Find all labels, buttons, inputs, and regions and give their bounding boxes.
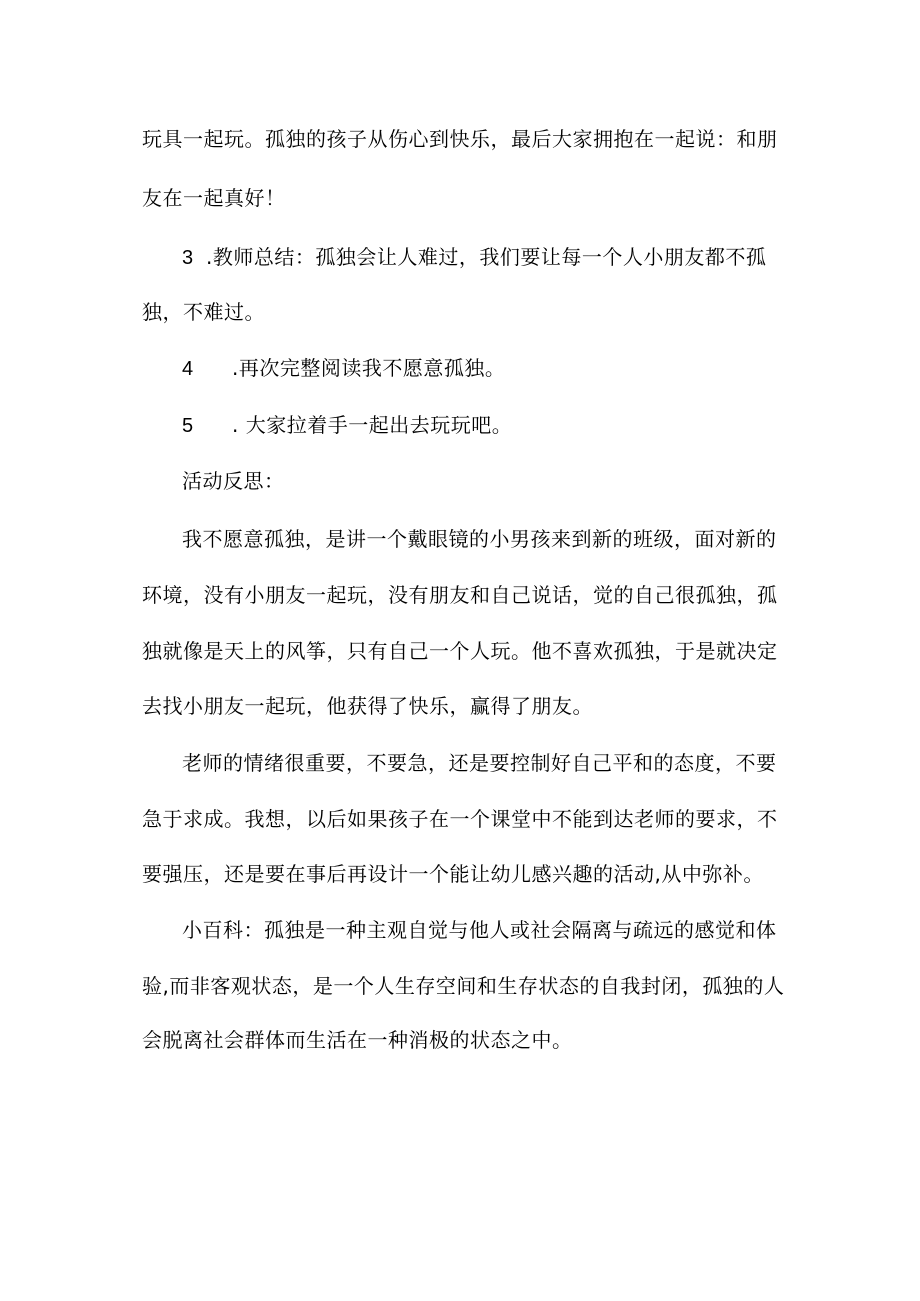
list-item-3-text: .教师总结：孤独会让人难过，我们要让每一个人小朋友都不孤 xyxy=(206,245,767,269)
list-item-5 xyxy=(182,411,512,440)
list-number-5: 5 xyxy=(182,415,194,437)
paragraph-3-line-2: 急于求成。我想，以后如果孩子在一个课堂中不能到达老师的要求，不 xyxy=(142,807,778,831)
paragraph-3-line-3: 要强压，还是要在事后再设计一个能让幼儿感兴趣的活动,从中弥补。 xyxy=(142,862,764,886)
paragraph-1-line-2: 友在一起真好！ xyxy=(142,186,286,210)
paragraph-1-line-1: 玩具一起玩。孤独的孩子从伤心到快乐，最后大家拥抱在一起说：和朋 xyxy=(142,127,778,151)
paragraph-2-line-1: 我不愿意孤独，是讲一个戴眼镜的小男孩来到新的班级，面对新的 xyxy=(182,527,777,551)
list-item-4-text: .再次完整阅读我不愿意孤独。 xyxy=(232,356,506,380)
list-number-3: 3 xyxy=(182,247,194,269)
paragraph-4-line-2: 验,而非客观状态，是一个人生存空间和生存状态的自我封闭，孤独的人 xyxy=(142,974,785,998)
paragraph-2-line-4: 去找小朋友一起玩，他获得了快乐，赢得了朋友。 xyxy=(142,694,593,718)
reflection-heading: 活动反思： xyxy=(182,469,285,493)
list-item-5-text: . 大家拉着手一起出去玩玩吧。 xyxy=(232,413,513,437)
list-item-3-line-2: 独，不难过。 xyxy=(142,300,265,324)
list-item-4 xyxy=(182,354,505,383)
list-number-4: 4 xyxy=(182,358,194,380)
paragraph-2-line-3: 独就像是天上的风筝，只有自己一个人玩。他不喜欢孤独，于是就决定 xyxy=(142,639,778,663)
list-item-3-line-1 xyxy=(182,243,766,272)
paragraph-4-line-3: 会脱离社会群体而生活在一种消极的状态之中。 xyxy=(142,1028,573,1052)
paragraph-3-line-1: 老师的情绪很重要，不要急，还是要控制好自己平和的态度，不要 xyxy=(182,751,777,775)
paragraph-2-line-2: 环境，没有小朋友一起玩，没有朋友和自己说话，觉的自己很孤独，孤 xyxy=(142,583,778,607)
paragraph-4-line-1: 小百科：孤独是一种主观自觉与他人或社会隔离与疏远的感觉和体 xyxy=(182,918,777,942)
